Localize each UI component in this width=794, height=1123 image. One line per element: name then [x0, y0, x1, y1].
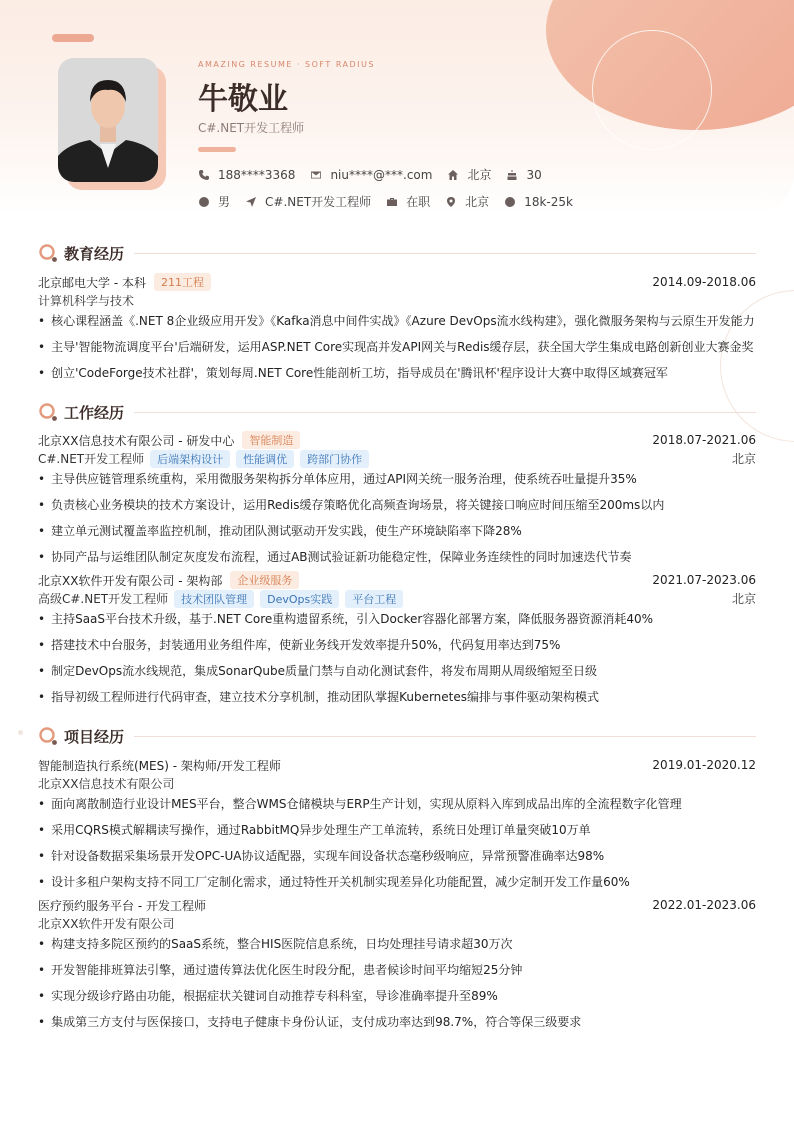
school-name: 北京邮电大学 - 本科 [38, 275, 146, 290]
project-company-row [38, 915, 756, 932]
list-item: • 协同产品与运维团队制定灰度发布流程，通过AB测试验证新功能稳定性，保障业务连续性的同时加速迭代节奏 [38, 548, 756, 565]
location-pin-icon [445, 196, 457, 208]
list-item: • 构建支持多院区预约的SaaS系统，整合HIS医院信息系统，日均处理挂号请求超30万次 [38, 935, 756, 952]
list-item: • 集成第三方支付与医保接口，支持电子健康卡身份认证，支付成功率达到98.7%，符合等保三级要求 [38, 1013, 756, 1030]
age-text: 30 [526, 167, 542, 182]
section-divider [134, 412, 756, 413]
salary-item [504, 195, 573, 209]
section-title: 教育经历 [64, 244, 125, 263]
section-projects [38, 726, 756, 746]
list-item: • 面向离散制造行业设计MES平台，整合WMS仓储模块与ERP生产计划，实现从原料入库到成品出库的全流程数字化管理 [38, 795, 756, 812]
list-item: • 设计多租户架构支持不同工厂定制化需求，通过特性开关机制实现差异化功能配置，减少定制开发工作量60% [38, 873, 756, 890]
job-header [38, 431, 756, 449]
list-item: • 主导供应链管理系统重构，采用微服务架构拆分单体应用，通过API网关统一服务治理，使系统吞吐量提升35% [38, 470, 756, 487]
job-location: 北京 [731, 592, 756, 606]
phone-icon [198, 169, 210, 181]
section-divider [134, 253, 756, 254]
education-header [38, 273, 756, 291]
list-item: • 开发智能排班算法引擎，通过遗传算法优化医生时段分配，患者候诊时间平均缩短25分钟 [38, 961, 756, 978]
project-company-row [38, 775, 756, 792]
mail-icon [310, 169, 322, 181]
skill-tag: 技术团队管理 [174, 590, 254, 608]
skill-tag: 跨部门协作 [300, 450, 369, 468]
accent-bar [198, 147, 236, 152]
list-item: • 创立'CodeForge技术社群'，策划每周.NET Core性能剖析工坊，指导成员在'腾讯杯'程序设计大赛中取得区域赛冠军 [38, 364, 756, 381]
search-icon [38, 726, 58, 746]
decorative-dot [18, 730, 23, 735]
industry-tag: 智能制造 [242, 431, 300, 449]
list-item: • 搭建技术中台服务，封装通用业务组件库，使新业务线开发效率提升50%，代码复用率达到75% [38, 636, 756, 653]
section-divider [134, 736, 756, 737]
job-position: C#.NET开发工程师 [38, 452, 145, 466]
education-date: 2014.09-2018.06 [652, 275, 756, 289]
profile-row [198, 193, 588, 210]
section-work [38, 402, 756, 422]
project-company: 北京XX软件开发有限公司 [38, 917, 175, 931]
education-major-row [38, 292, 756, 309]
age-item [506, 168, 541, 182]
list-item: • 主导'智能物流调度平台'后端研发，运用ASP.NET Core实现高并发API网关与Redis缓存层，获全国大学生集成电路创新创业大赛金奖 [38, 338, 756, 355]
project-name: 医疗预约服务平台 - 开发工程师 [38, 898, 206, 913]
phone-text: 188****3368 [218, 167, 296, 182]
status-text: 在职 [406, 195, 431, 209]
list-item: • 采用CQRS模式解耦读写操作，通过RabbitMQ异步处理生产工单流转，系统日处理订单量突破10万单 [38, 821, 756, 838]
coin-icon [504, 196, 516, 208]
contact-row [198, 166, 557, 183]
status-item [386, 193, 430, 210]
industry-tag: 企业级服务 [230, 571, 299, 589]
project-date: 2019.01-2020.12 [652, 758, 756, 772]
section-title: 项目经历 [64, 727, 125, 746]
skill-tag: 平台工程 [345, 590, 403, 608]
email-text: niu****@***.com [330, 167, 433, 182]
job-position-row [38, 590, 756, 608]
project-date: 2022.01-2023.06 [652, 898, 756, 912]
gender-item [198, 193, 230, 210]
list-item: • 制定DevOps流水线规范，集成SonarQube质量门禁与自动化测试套件，将发布周期从周级缩短至日级 [38, 662, 756, 679]
company-name: 北京XX信息技术有限公司 - 研发中心 [38, 433, 235, 448]
job-position: 高级C#.NET开发工程师 [38, 592, 169, 606]
target-city-text: 北京 [465, 195, 490, 209]
target-job-text: C#.NET开发工程师 [265, 195, 372, 209]
cake-icon [506, 169, 518, 181]
job-location: 北京 [731, 452, 756, 466]
list-item: • 针对设备数据采集场景开发OPC-UA协议适配器，实现车间设备状态毫秒级响应，异常预警准确率达98% [38, 847, 756, 864]
avatar-photo [58, 58, 158, 182]
phone-item [198, 168, 295, 182]
list-item: • 建立单元测试覆盖率监控机制，推动团队测试驱动开发实践，使生产环境缺陷率下降28% [38, 522, 756, 539]
city-item [447, 166, 491, 183]
search-icon [38, 243, 58, 263]
avatar [58, 58, 158, 182]
project-header [38, 756, 756, 774]
email-item [310, 168, 432, 182]
project-company: 北京XX信息技术有限公司 [38, 777, 175, 791]
gender-text: 男 [218, 195, 231, 209]
candidate-name: 牛敬业 [198, 82, 288, 117]
job-date: 2018.07-2021.06 [652, 433, 756, 447]
decorative-ring [592, 30, 712, 150]
section-education [38, 243, 756, 263]
decorative-bar [52, 34, 94, 42]
major: 计算机科学与技术 [38, 294, 135, 308]
skill-tag: 后端架构设计 [150, 450, 230, 468]
resume-tagline: AMAZING RESUME · SOFT RADIUS [198, 60, 375, 69]
job-position-row [38, 450, 756, 468]
target-city-item [445, 193, 489, 210]
candidate-role: C#.NET开发工程师 [198, 121, 305, 135]
list-item: • 主持SaaS平台技术升级，基于.NET Core重构遗留系统，引入Docker容器化部署方案，降低服务器资源消耗40% [38, 610, 756, 627]
section-title: 工作经历 [64, 403, 125, 422]
job-date: 2021.07-2023.06 [652, 573, 756, 587]
city-text: 北京 [467, 168, 492, 182]
home-icon [447, 169, 459, 181]
school-tag: 211工程 [154, 273, 211, 291]
list-item: • 实现分级诊疗路由功能，根据症状关键词自动推荐专科科室，导诊准确率提升至89% [38, 987, 756, 1004]
project-header [38, 896, 756, 914]
list-item: • 核心课程涵盖《.NET 8企业级应用开发》《Kafka消息中间件实战》《Azure DevOps流水线构建》，强化微服务架构与云原生开发能力 [38, 312, 756, 329]
list-item: • 指导初级工程师进行代码审查，建立技术分享机制，推动团队掌握Kubernetes编排与事件驱动架构模式 [38, 688, 756, 705]
project-name: 智能制造执行系统(MES) - 架构师/开发工程师 [38, 758, 281, 773]
search-icon [38, 402, 58, 422]
target-job-item [245, 193, 371, 210]
job-header [38, 571, 756, 589]
skill-tag: DevOps实践 [260, 590, 339, 608]
face-icon [198, 196, 210, 208]
send-icon [245, 196, 257, 208]
company-name: 北京XX软件开发有限公司 - 架构部 [38, 573, 223, 588]
salary-text: 18k-25k [524, 194, 573, 209]
skill-tag: 性能调优 [236, 450, 294, 468]
briefcase-icon [386, 196, 398, 208]
list-item: • 负责核心业务模块的技术方案设计，运用Redis缓存策略优化高频查询场景，将关键接口响应时间压缩至200ms以内 [38, 496, 756, 513]
